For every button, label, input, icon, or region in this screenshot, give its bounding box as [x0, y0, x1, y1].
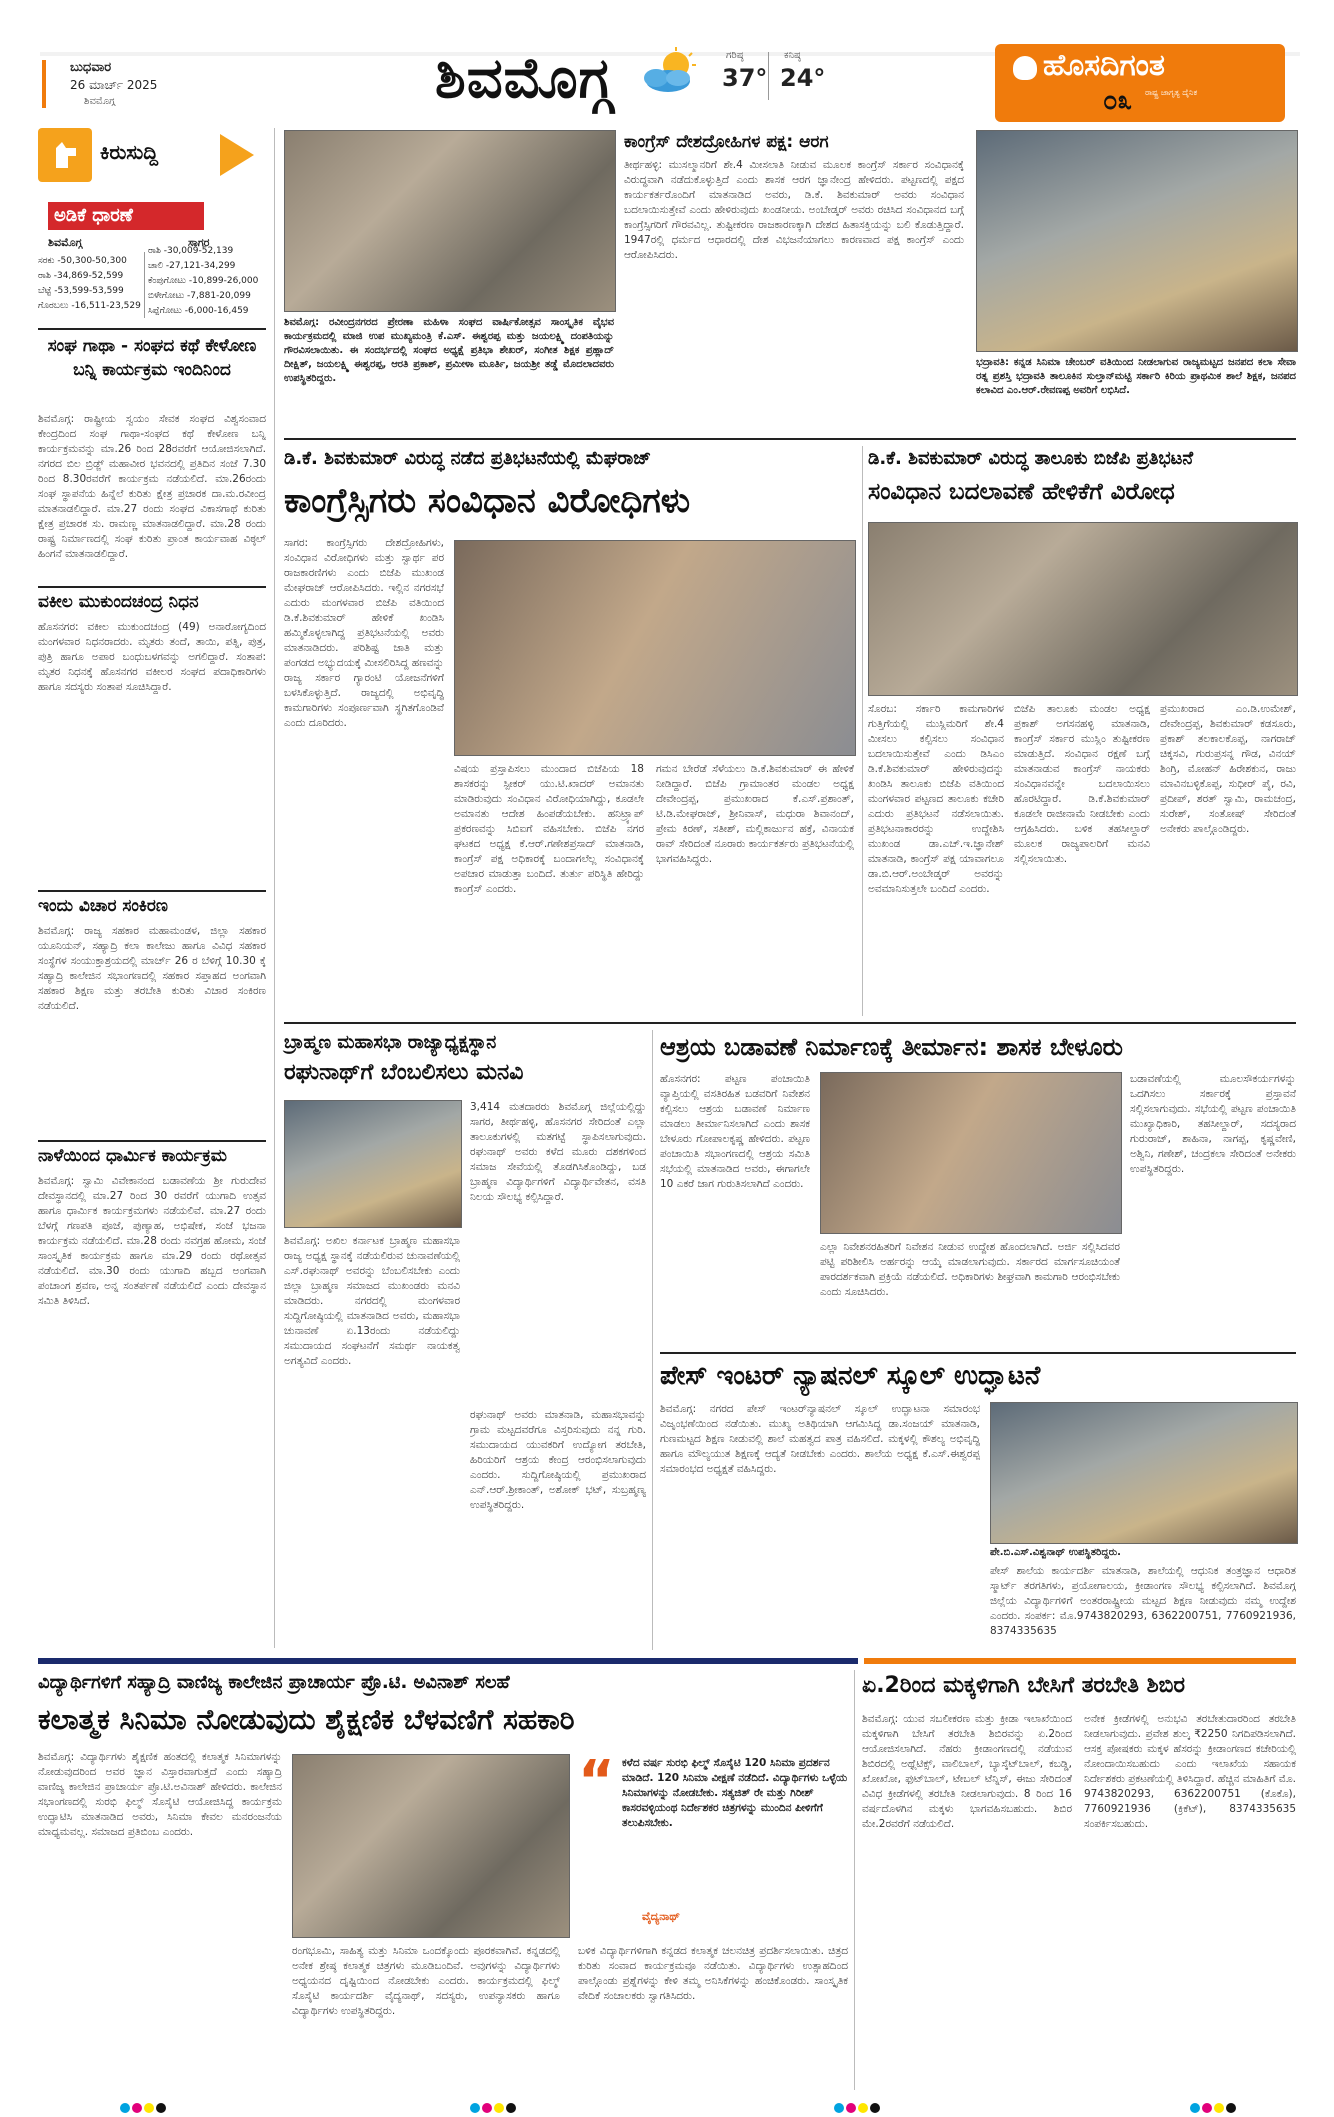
- cmyk-dots: [120, 2098, 168, 2117]
- quote-author: ವೈದ್ಯನಾಥ್: [642, 1910, 680, 1923]
- sidebar-rule: [38, 890, 266, 892]
- date-label: 26 ಮಾರ್ಚ್ 2025: [70, 78, 158, 92]
- sorab-protest-photo: [868, 522, 1298, 696]
- paper-logo: [995, 44, 1285, 122]
- pace-body-col-2: ಪೇಸ್ ಶಾಲೆಯ ಕಾರ್ಯದರ್ಶಿ ಮಾತನಾಡಿ, ಶಾಲೆಯಲ್ಲಿ ಆಧುನಿಕ ತಂತ್ರಜ್ಞಾನ ಆಧಾರಿತ ಸ್ಮಾರ್ಟ್ ತರಗತಿಗಳು, ಪ್ರಯೋಗಾಲಯ, ಕ್ರೀಡಾಂಗಣ ಸೌಲಭ್ಯ ಕಲ್ಪಿಸಲಾಗಿದೆ. ಶಿವಮೊಗ್ಗ ಜಿಲ್ಲೆಯ ವಿದ್ಯಾರ್ಥಿಗಳಿಗೆ ಅಂತರರಾಷ್ಟ್ರೀಯ ಮಟ್ಟದ ಶಿಕ್ಷಣ ನೀಡುವುದು ನಮ್ಮ ಉದ್ದೇಶ ಎಂದರು. ಸಂಪರ್ಕ: ಮೊ.9743820293, 6362200751, 7760921936, 8374335635: [990, 1565, 1296, 1637]
- summer-camp-story: [862, 1670, 1296, 2090]
- sidebar-rule: [38, 586, 266, 588]
- press-meet-photo: [284, 1100, 462, 1228]
- temperature-block: [712, 50, 832, 106]
- story-title: ಇಂದು ವಿಚಾರ ಸಂಕಿರಣ: [38, 896, 168, 916]
- kiru-label: ಕಿರುಸುದ್ದಿ: [100, 140, 159, 164]
- column-divider: [274, 128, 275, 1648]
- brahmana-headline-2: ರಘುನಾಥ್‌ಗೆ ಬೆಂಬಲಿಸಲು ಮನವಿ: [284, 1060, 524, 1085]
- award-photo: [976, 130, 1298, 352]
- story-body: ಶಿವಮೊಗ್ಗ: ರಾಜ್ಯ ಸಹಕಾರ ಮಹಾಮಂಡಳ, ಜಿಲ್ಲಾ ಸಹಕಾರ ಯೂನಿಯನ್, ಸಹ್ಯಾದ್ರಿ ಕಲಾ ಕಾಲೇಜು ಹಾಗೂ ವಿವಿಧ ಸಹಕಾರ ಸಂಸ್ಥೆಗಳ ಸಂಯುಕ್ತಾಶ್ರಯದಲ್ಲಿ ಮಾರ್ಚ್ 26 ರ ಬೆಳಿಗ್ಗೆ 10.30 ಕ್ಕೆ ಸಹ್ಯಾದ್ರಿ ಕಾಲೇಜಿನ ಸಭಾಂಗಣದಲ್ಲಿ ಸಹಕಾರ ಸಪ್ತಾಹದ ಅಂಗವಾಗಿ ಸಹಕಾರ ಶಿಕ್ಷಣ ಮತ್ತು ತರಬೇತಿ ಕುರಿತು ವಿಚಾರ ಸಂಕಿರಣ ನಡೆಯಲಿದೆ.: [38, 925, 266, 1012]
- lead-story: [284, 446, 858, 1016]
- ashraya-body-col-1: ಹೊಸನಗರ: ಪಟ್ಟಣ ಪಂಚಾಯಿತಿ ವ್ಯಾಪ್ತಿಯಲ್ಲಿ ವಸತಿರಹಿತ ಬಡವರಿಗೆ ನಿವೇಶನ ಕಲ್ಪಿಸಲು ಆಶ್ರಯ ಬಡಾವಣೆ ನಿರ್ಮಾಣ ಮಾಡಲು ತೀರ್ಮಾನಿಸಲಾಗಿದೆ ಎಂದು ಶಾಸಕ ಬೇಳೂರು ಗೋಪಾಲಕೃಷ್ಣ ಹೇಳಿದರು. ಪಟ್ಟಣ ಪಂಚಾಯಿತಿ ಸಭಾಂಗಣದಲ್ಲಿ ಆಶ್ರಯ ಸಮಿತಿ ಸಭೆಯಲ್ಲಿ ಮಾತನಾಡಿದ ಅವರು, ಈಗಾಗಲೇ 10 ಎಕರೆ ಜಾಗ ಗುರುತಿಸಲಾಗಿದೆ ಎಂದರು.: [660, 1073, 810, 1190]
- lead-body-col-3: ಗಮನ ಬೇರೆಡೆ ಸೆಳೆಯಲು ಡಿ.ಕೆ.ಶಿವಕುಮಾರ್ ಈ ಹೇಳಿಕೆ ನೀಡಿದ್ದಾರೆ. ಬಿಜೆಪಿ ಗ್ರಾಮಾಂತರ ಮಂಡಲ ಅಧ್ಯಕ್ಷ ದೇವೇಂದ್ರಪ್ಪ, ಪ್ರಮುಖರಾದ ಕೆ.ಎಸ್.ಪ್ರಶಾಂತ್, ಟಿ.ಡಿ.ಮೇಘರಾಜ್, ಶ್ರೀನಿವಾಸ್, ಮಧುರಾ ಶಿವಾನಂದ್, ಪ್ರೇಮ ಕಿರಣ್, ಸತೀಶ್, ಮಲ್ಲಿಕಾರ್ಜುನ ಹಕ್ರೆ, ವಿನಾಯಕ ರಾವ್ ಸೇರಿದಂತೆ ನೂರಾರು ಕಾರ್ಯಕರ್ತರು ಪ್ರತಿಭಟನೆಯಲ್ಲಿ ಭಾಗವಹಿಸಿದ್ದರು.: [656, 763, 854, 865]
- photo-story-3: [976, 130, 1296, 430]
- price-list-right: ರಾಶಿ -30,009-52,139 ಚಾಲಿ -27,121-34,299 ಕೆಂಪುಗೋಟು -10,899-26,000 ಬಿಳೇಗೋಟು -7,881-20,099 ಸಿಪ್ಪೆಗೋಟು -6,000-16,459: [148, 246, 259, 316]
- lead-body-col-2: ವಿಷಯ ಪ್ರಸ್ತಾಪಿಸಲು ಮುಂದಾದ ಬಿಜೆಪಿಯ 18 ಶಾಸಕರನ್ನು ಸ್ಪೀಕರ್ ಯು.ಟಿ.ಖಾದರ್ ಅಮಾನತು ಮಾಡಿರುವುದು ಸಂವಿಧಾನ ವಿರೋಧಿಯಾಗಿದ್ದು, ಕೂಡಲೇ ಅಮಾನತು ಆದೇಶ ಹಿಂಪಡೆಯಬೇಕು. ಹನಿಟ್ರ್ಯಾಪ್ ಪ್ರಕರಣವನ್ನು ಸಿಬಿಐಗೆ ವಹಿಸಬೇಕು. ಬಿಜೆಪಿ ನಗರ ಘಟಕದ ಅಧ್ಯಕ್ಷ ಕೆ.ಆರ್.ಗಣೇಶಪ್ರಸಾದ್ ಮಾತನಾಡಿ, ಕಾಂಗ್ರೆಸ್ ಪಕ್ಷ ಅಧಿಕಾರಕ್ಕೆ ಬಂದಾಗಲೆಲ್ಲ ಸಂವಿಧಾನಕ್ಕೆ ಅಪಚಾರ ಮಾಡುತ್ತಾ ಬಂದಿದೆ. ತುರ್ತು ಪರಿಸ್ಥಿತಿ ಹೇರಿದ್ದು ಕಾಂಗ್ರೆಸ್ ಎಂದರು.: [454, 763, 644, 895]
- weather-icon: [636, 45, 706, 97]
- film-body-col-3: ಬಳಿಕ ವಿದ್ಯಾರ್ಥಿಗಳಿಗಾಗಿ ಕನ್ನಡದ ಕಲಾತ್ಮಕ ಚಲನಚಿತ್ರ ಪ್ರದರ್ಶಿಸಲಾಯಿತು. ಚಿತ್ರದ ಕುರಿತು ಸಂವಾದ ಕಾರ್ಯಕ್ರಮವೂ ನಡೆಯಿತು. ವಿದ್ಯಾರ್ಥಿಗಳು ಉತ್ಸಾಹದಿಂದ ಪಾಲ್ಗೊಂಡು ಪ್ರಶ್ನೆಗಳನ್ನು ಕೇಳಿ ತಮ್ಮ ಅನಿಸಿಕೆಗಳನ್ನು ಹಂಚಿಕೊಂಡರು. ಸಾಂಸ್ಕೃತಿಕ ವೇದಿಕೆ ಸಂಚಾಲಕರು ಸ್ವಾಗತಿಸಿದರು.: [578, 1945, 848, 2002]
- photo-caption: ಭದ್ರಾವತಿ: ಕನ್ನಡ ಸಿನಿಮಾ ಚೇಂಬರ್ ವತಿಯಿಂದ ನೀಡಲಾಗುವ ರಾಜ್ಯಮಟ್ಟದ ಜನಪದ ಕಲಾ ಸೇವಾ ರತ್ನ ಪ್ರಶಸ್ತಿ ಭದ್ರಾವತಿ ತಾಲೂಕಿನ ಸುಲ್ತಾನ್‌ಮಟ್ಟಿ ಸರ್ಕಾರಿ ಕಿರಿಯ ಪ್ರಾಥಮಿಕ ಶಾಲೆ ಶಿಕ್ಷಕ, ಜನಪದ ಕಲಾವಿದ ಎಂ.ಆರ್.ರೇವಣಪ್ಪ ಅವರಿಗೆ ಲಭಿಸಿದೆ.: [976, 357, 1296, 396]
- sidebar-rule: [38, 328, 266, 330]
- day-label: ಬುಧವಾರ: [70, 60, 112, 75]
- date-accent-bar: [42, 60, 46, 108]
- masthead: [0, 0, 1334, 125]
- pace-headline: ಪೇಸ್ ಇಂಟರ್ ನ್ಯಾಷನಲ್ ಸ್ಕೂಲ್ ಉದ್ಘಾಟನೆ: [660, 1361, 1041, 1391]
- max-temp-label: ಗರಿಷ್ಠ: [726, 50, 744, 61]
- brahmana-body-col-2: 3,414 ಮತದಾರರು ಶಿವಮೊಗ್ಗ ಜಿಲ್ಲೆಯಲ್ಲಿದ್ದು ಸಾಗರ, ತೀರ್ಥಹಳ್ಳಿ, ಹೊಸನಗರ ಸೇರಿದಂತೆ ಎಲ್ಲಾ ತಾಲೂಕುಗಳಲ್ಲಿ ಮತಗಟ್ಟೆ ಸ್ಥಾಪಿಸಲಾಗುವುದು. ರಘುನಾಥ್ ಅವರು ಕಳೆದ ಮೂರು ದಶಕಗಳಿಂದ ಸಮಾಜ ಸೇವೆಯಲ್ಲಿ ತೊಡಗಿಸಿಕೊಂಡಿದ್ದು, ಬಡ ಬ್ರಾಹ್ಮಣ ವಿದ್ಯಾರ್ಥಿಗಳಿಗೆ ವಿದ್ಯಾರ್ಥಿವೇತನ, ವಸತಿ ನಿಲಯ ಸೌಲಭ್ಯ ಕಲ್ಪಿಸಿದ್ದಾರೆ.: [470, 1101, 646, 1203]
- pace-body-col-1: ಶಿವಮೊಗ್ಗ: ನಗರದ ಪೇಸ್ ಇಂಟರ್‌ನ್ಯಾಷನಲ್ ಸ್ಕೂಲ್ ಉದ್ಘಾಟನಾ ಸಮಾರಂಭ ವಿಜೃಂಭಣೆಯಿಂದ ನಡೆಯಿತು. ಮುಖ್ಯ ಅತಿಥಿಯಾಗಿ ಆಗಮಿಸಿದ್ದ ಡಾ.ಸಂಜಯ್ ಮಾತನಾಡಿ, ಗುಣಮಟ್ಟದ ಶಿಕ್ಷಣ ನೀಡುವಲ್ಲಿ ಶಾಲೆ ಮಹತ್ವದ ಪಾತ್ರ ವಹಿಸಲಿದೆ. ಮಕ್ಕಳಲ್ಲಿ ಕೌಶಲ್ಯ ಅಭಿವೃದ್ಧಿ ಹಾಗೂ ಮೌಲ್ಯಯುತ ಶಿಕ್ಷಣಕ್ಕೆ ಆದ್ಯತೆ ನೀಡಬೇಕು ಎಂದರು. ಶಾಲೆಯ ಅಧ್ಯಕ್ಷ ಕೆ.ಎಸ್.ಈಶ್ವರಪ್ಪ ಸಮಾರಂಭದ ಅಧ್ಯಕ್ಷತೆ ವಹಿಸಿದ್ದರು.: [660, 1403, 980, 1475]
- ashraya-body-col-3: ಬಡಾವಣೆಯಲ್ಲಿ ಮೂಲಸೌಕರ್ಯಗಳನ್ನು ಒದಗಿಸಲು ಸರ್ಕಾರಕ್ಕೆ ಪ್ರಸ್ತಾವನೆ ಸಲ್ಲಿಸಲಾಗುವುದು. ಸಭೆಯಲ್ಲಿ ಪಟ್ಟಣ ಪಂಚಾಯಿತಿ ಮುಖ್ಯಾಧಿಕಾರಿ, ತಹಸೀಲ್ದಾರ್, ಸದಸ್ಯರಾದ ಗುರುರಾಜ್, ಶಾಹಿನಾ, ನಾಗಪ್ಪ, ಕೃಷ್ಣವೇಣಿ, ಅಶ್ವಿನಿ, ಗಣೇಶ್, ಚಂದ್ರಕಲಾ ಸೇರಿದಂತೆ ಅನೇಕರು ಉಪಸ್ಥಿತರಿದ್ದರು.: [1130, 1073, 1296, 1175]
- film-body-col-1: ಶಿವಮೊಗ್ಗ: ವಿದ್ಯಾರ್ಥಿಗಳು ಶೈಕ್ಷಣಿಕ ಹಂತದಲ್ಲಿ ಕಲಾತ್ಮಕ ಸಿನಿಮಾಗಳನ್ನು ನೋಡುವುದರಿಂದ ಅವರ ಜ್ಞಾನ ವಿಸ್ತಾರವಾಗುತ್ತದೆ ಎಂದು ಸಹ್ಯಾದ್ರಿ ವಾಣಿಜ್ಯ ಕಾಲೇಜಿನ ಪ್ರಾಚಾರ್ಯ ಪ್ರೊ.ಟಿ.ಅವಿನಾಶ್ ಹೇಳಿದರು. ಕಾಲೇಜಿನ ಸಭಾಂಗಣದಲ್ಲಿ ಸುರಭಿ ಫಿಲ್ಮ್ ಸೊಸೈಟಿ ಆಯೋಜಿಸಿದ್ದ ಕಾರ್ಯಕ್ರಮ ಉದ್ಘಾಟಿಸಿ ಮಾತನಾಡಿದ ಅವರು, ಸಿನಿಮಾ ಕೇವಲ ಮನರಂಜನೆಯ ಮಾಧ್ಯಮವಲ್ಲ. ಸಮಾಜದ ಪ್ರತಿಬಿಂಬ ಎಂದರು.: [38, 1751, 282, 1838]
- pace-photo-caption: ಪೇ.ಬಿ.ಎಸ್.ವಿಶ್ವನಾಥ್ ಉಪಸ್ಥಿತರಿದ್ದರು.: [990, 1547, 1121, 1558]
- film-headline: ಕಲಾತ್ಮಕ ಸಿನಿಮಾ ನೋಡುವುದು ಶೈಕ್ಷಣಿಕ ಬೆಳವಣಿಗೆ ಸಹಕಾರಿ: [38, 1703, 575, 1736]
- lead-body-col-1: ಸಾಗರ: ಕಾಂಗ್ರೆಸ್ಸಿಗರು ದೇಶದ್ರೋಹಿಗಳು, ಸಂವಿಧಾನ ವಿರೋಧಿಗಳು ಮತ್ತು ಸ್ವಾರ್ಥ ಪರ ರಾಜಕಾರಣಿಗಳು ಎಂದು ಬಿಜೆಪಿ ಮುಖಂಡ ಮೇಘರಾಜ್ ಆರೋಪಿಸಿದರು. ಇಲ್ಲಿನ ನಗರಸಭೆ ಎದುರು ಮಂಗಳವಾರ ಬಿಜೆಪಿ ವತಿಯಿಂದ ಡಿ.ಕೆ.ಶಿವಕುಮಾರ್ ಹೇಳಿಕೆ ಖಂಡಿಸಿ ಹಮ್ಮಿಕೊಳ್ಳಲಾಗಿದ್ದ ಪ್ರತಿಭಟನೆಯಲ್ಲಿ ಅವರು ಮಾತನಾಡಿದರು. ಪರಿಶಿಷ್ಟ ಜಾತಿ ಮತ್ತು ಪಂಗಡದ ಅಭ್ಯುದಯಕ್ಕೆ ಮೀಸಲಿರಿಸಿದ್ದ ಹಣವನ್ನು ರಾಜ್ಯ ಸರ್ಕಾರ ಗ್ಯಾರಂಟಿ ಯೋಜನೆಗಳಿಗೆ ಬಳಸಿಕೊಳ್ಳುತ್ತಿದೆ. ರಾಜ್ಯದಲ್ಲಿ ಅಭಿವೃದ್ಧಿ ಕಾಮಗಾರಿಗಳು ಸಂಪೂರ್ಣವಾಗಿ ಸ್ಥಗಿತಗೊಂಡಿವೆ ಎಂದು ದೂರಿದರು.: [284, 537, 444, 729]
- quote-text: ಕಳೆದ ವರ್ಷ ಸುರಭಿ ಫಿಲ್ಮ್ ಸೊಸೈಟಿ 120 ಸಿನಿಮಾ ಪ್ರದರ್ಶನ ಮಾಡಿದೆ. 120 ಸಿನಿಮಾ ವೀಕ್ಷಣೆ ನಡೆದಿದೆ. ವಿದ್ಯಾರ್ಥಿಗಳು ಒಳ್ಳೆಯ ಸಿನಿಮಾಗಳನ್ನು ನೋಡಬೇಕು. ಸತ್ಯಜಿತ್ ರೇ ಮತ್ತು ಗಿರೀಶ್ ಕಾಸರವಳ್ಳಿಯಂಥ ನಿರ್ದೇಶಕರ ಚಿತ್ರಗಳನ್ನು ಮುಂದಿನ ಪೀಳಿಗೆಗೆ ತಲುಪಿಸಬೇಕು.: [622, 1757, 848, 1829]
- story-body: ಶಿವಮೊಗ್ಗ: ರಾಷ್ಟ್ರೀಯ ಸ್ವಯಂ ಸೇವಕ ಸಂಘದ ವಿಶ್ವಸಂವಾದ ಕೇಂದ್ರದಿಂದ ಸಂಘ ಗಾಥಾ-ಸಂಘದ ಕಥೆ ಕೇಳೋಣ ಬನ್ನಿ ಕಾರ್ಯಕ್ರಮವನ್ನು ಮಾ.26 ರಿಂದ 28ರವರೆಗೆ ಆಯೋಜಿಸಲಾಗಿದೆ. ನಗರದ ಬಿಲ ಬ್ರಿಡ್ಜ್ ಮಹಾವೀರ ಭವನದಲ್ಲಿ ಪ್ರತಿದಿನ ಸಂಜೆ 7.30 ರಿಂದ 8.30ರವರೆಗೆ ಕಾರ್ಯಕ್ರಮ ನಡೆಯಲಿದೆ. ಮಾ.26ರಂದು ಸಂಘ ಸ್ಥಾಪನೆಯ ಹಿನ್ನೆಲೆ ಕುರಿತು ಕ್ಷೇತ್ರ ಪ್ರಚಾರಕ ದಾ.ಮ.ರವೀಂದ್ರ ಮಾತನಾಡಲಿದ್ದಾರೆ. ಮಾ.27 ರಂದು ಸಂಘದ ವಿಕಾಸಗಾಥೆ ಕುರಿತು ಕ್ಷೇತ್ರ ಪ್ರಚಾರಕ ಸು. ರಾಮಣ್ಣ ಮಾತನಾಡಲಿದ್ದಾರೆ. ಮಾ.28 ರಂದು ರಾಷ್ಟ್ರ ನಿರ್ಮಾಣದಲ್ಲಿ ಸಂಘ ಕುರಿತು ಪ್ರಾಂತ ಕಾರ್ಯವಾಹ ವಿಠ್ಠಲ್ ಹಿಂಗನೆ ಮಾತನಾಡಲಿದ್ದಾರೆ.: [38, 413, 266, 560]
- cmyk-dots: [470, 2098, 518, 2117]
- film-kicker: ವಿದ್ಯಾರ್ಥಿಗಳಿಗೆ ಸಹ್ಯಾದ್ರಿ ವಾಣಿಜ್ಯ ಕಾಲೇಜಿನ ಪ್ರಾಚಾರ್ಯ ಪ್ರೊ.ಟಿ. ಅವಿನಾಶ್ ಸಲಹೆ: [38, 1672, 510, 1693]
- sidebar-rule: [38, 1140, 266, 1142]
- cmyk-dots: [834, 2098, 882, 2117]
- lead-headline: ಕಾಂಗ್ರೆಸ್ಸಿಗರು ಸಂವಿಧಾನ ವಿರೋಧಿಗಳು: [284, 481, 691, 521]
- market-2-label: ಸಾಗರ: [188, 236, 210, 249]
- areca-title: ಅಡಿಕೆ ಧಾರಣೆ: [48, 202, 204, 230]
- paper-name: ಹೊಸದಿಗಂತ: [1043, 48, 1165, 83]
- cmyk-dots: [1190, 2098, 1238, 2117]
- lead2-body-col-2: ಬಿಜೆಪಿ ತಾಲೂಕು ಮಂಡಲ ಅಧ್ಯಕ್ಷ ಪ್ರಕಾಶ್ ಅಗಸನಹಳ್ಳಿ ಮಾತನಾಡಿ, ಕಾಂಗ್ರೆಸ್ ಸರ್ಕಾರ ಮುಸ್ಲಿಂ ತುಷ್ಟೀಕರಣ ಮಾಡುತ್ತಿದೆ. ಸಂವಿಧಾನ ರಕ್ಷಣೆ ಬಗ್ಗೆ ಮಾತನಾಡುವ ಕಾಂಗ್ರೆಸ್ ನಾಯಕರು ಸಂವಿಧಾನವನ್ನೇ ಬದಲಾಯಿಸಲು ಹೊರಟಿದ್ದಾರೆ. ಡಿ.ಕೆ.ಶಿವಕುಮಾರ್ ಕೂಡಲೇ ರಾಜೀನಾಮೆ ನೀಡಬೇಕು ಎಂದು ಆಗ್ರಹಿಸಿದರು. ಬಳಿಕ ತಹಸೀಲ್ದಾರ್ ಮೂಲಕ ರಾಜ್ಯಪಾಲರಿಗೆ ಮನವಿ ಸಲ್ಲಿಸಲಾಯಿತು.: [1014, 703, 1150, 865]
- school-inauguration-photo: [990, 1402, 1298, 1544]
- min-temp-label: ಕನಿಷ್ಠ: [784, 50, 801, 61]
- price-divider: [144, 252, 145, 318]
- photo-caption: ಶಿವಮೊಗ್ಗ: ರವೀಂದ್ರನಗರದ ಪ್ರೇರಣಾ ಮಹಿಳಾ ಸಂಘದ ವಾರ್ಷಿಕೋತ್ಸವ ಸಾಂಸ್ಕೃತಿಕ ವೈಭವ ಕಾರ್ಯಕ್ರಮದಲ್ಲಿ ಮಾಜಿ ಉಪ ಮುಖ್ಯಮಂತ್ರಿ ಕೆ.ಎಸ್. ಈಶ್ವರಪ್ಪ ಮತ್ತು ಜಯಲಕ್ಷ್ಮಿ ದಂಪತಿಯನ್ನು ಗೌರವಿಸಲಾಯಿತು. ಈ ಸಂದರ್ಭದಲ್ಲಿ ಸಂಘದ ಅಧ್ಯಕ್ಷೆ ಪ್ರತಿಭಾ ಶೇಖರ್, ಸಂಗೀತ ಶಿಕ್ಷಕ ಪ್ರಹ್ಲಾದ್ ದೀಕ್ಷಿತ್, ಜಯಲಕ್ಷ್ಮಿ ಈಶ್ವರಪ್ಪ, ಆರತಿ ಪ್ರಕಾಶ್, ಪ್ರಮೀಳಾ ಮೂರ್ತಿ, ಜಯಶ್ರೀ ತಡ್ಡೆ ಮೊದಲಾದವರು ಉಪಸ್ಥಿತರಿದ್ದರು.: [284, 317, 614, 384]
- camp-headline: ಏ.2ರಿಂದ ಮಕ್ಕಳಿಗಾಗಿ ಬೇಸಿಗೆ ತರಬೇತಿ ಶಿಬಿರ: [862, 1673, 1186, 1698]
- camp-body-col-1: ಶಿವಮೊಗ್ಗ: ಯುವ ಸಬಲೀಕರಣ ಮತ್ತು ಕ್ರೀಡಾ ಇಲಾಖೆಯಿಂದ ಮಕ್ಕಳಿಗಾಗಿ ಬೇಸಿಗೆ ತರಬೇತಿ ಶಿಬಿರವನ್ನು ಏ.2ರಿಂದ ಆಯೋಜಿಸಲಾಗಿದೆ. ನೆಹರು ಕ್ರೀಡಾಂಗಣದಲ್ಲಿ ನಡೆಯುವ ಶಿಬಿರದಲ್ಲಿ ಅಥ್ಲೆಟಿಕ್ಸ್, ವಾಲಿಬಾಲ್, ಬ್ಯಾಸ್ಕೆಟ್‌ಬಾಲ್, ಕಬಡ್ಡಿ, ಖೋಖೋ, ಫುಟ್‌ಬಾಲ್, ಟೇಬಲ್ ಟೆನ್ನಿಸ್, ಈಜು ಸೇರಿದಂತೆ ವಿವಿಧ ಕ್ರೀಡೆಗಳಲ್ಲಿ ತರಬೇತಿ ನೀಡಲಾಗುವುದು. 8 ರಿಂದ 16 ವರ್ಷದೊಳಗಿನ ಮಕ್ಕಳು ಭಾಗವಹಿಸಬಹುದು. ಶಿಬಿರ ಮೇ.2ರವರೆಗೆ ನಡೆಯಲಿದೆ.: [862, 1713, 1072, 1830]
- kiru-arrow: [220, 134, 254, 176]
- story-body: ತೀರ್ಥಹಳ್ಳಿ: ಮುಸಲ್ಮಾನರಿಗೆ ಶೇ.4 ಮೀಸಲಾತಿ ನೀಡುವ ಮೂಲಕ ಕಾಂಗ್ರೆಸ್ ಸರ್ಕಾರ ಸಂವಿಧಾನಕ್ಕೆ ವಿರುದ್ಧವಾಗಿ ನಡೆದುಕೊಳ್ಳುತ್ತಿದೆ ಎಂದು ಶಾಸಕ ಆರಗ ಜ್ಞಾನೇಂದ್ರ ಹೇಳಿದರು. ಪಟ್ಟಣದಲ್ಲಿ ಪಕ್ಷದ ಕಾರ್ಯಕರ್ತರೊಂದಿಗೆ ಮಾತನಾಡಿದ ಅವರು, ಡಿ.ಕೆ. ಶಿವಕುಮಾರ್ ಅವರು ಸಂವಿಧಾನ ಬದಲಾಯಿಸುತ್ತೇವೆ ಎಂದು ಹೇಳಿರುವುದು ಖಂಡನೀಯ. ಅಂಬೇಡ್ಕರ್ ಅವರು ರಚಿಸಿದ ಸಂವಿಧಾನದ ಬಗ್ಗೆ ಕಾಂಗ್ರೆಸ್ಸಿಗರಿಗೆ ಗೌರವವಿಲ್ಲ. ತುಷ್ಟೀಕರಣ ರಾಜಕಾರಣಕ್ಕಾಗಿ ದೇಶದ ಹಿತಾಸಕ್ತಿಯನ್ನು ಬಲಿ ಕೊಡುತ್ತಿದ್ದಾರೆ. 1947ರಲ್ಲಿ ಧರ್ಮದ ಆಧಾರದಲ್ಲಿ ದೇಶ ವಿಭಜನೆಯಾಗಲು ಕಾರಣವಾದ ಪಕ್ಷ ಕಾಂಗ್ರೆಸ್ ಎಂದು ಆರೋಪಿಸಿದರು.: [624, 159, 964, 261]
- temp-divider: [768, 52, 769, 100]
- lead-kicker: ಡಿ.ಕೆ. ಶಿವಕುಮಾರ್ ವಿರುದ್ಧ ನಡೆದ ಪ್ರತಿಭಟನೆಯಲ್ಲಿ ಮೆಘರಾಜ್: [284, 448, 652, 469]
- max-temp-value: 37°: [722, 64, 768, 92]
- brahmana-body-col-1: ಶಿವಮೊಗ್ಗ: ಅಖಿಲ ಕರ್ನಾಟಕ ಬ್ರಾಹ್ಮಣ ಮಹಾಸಭಾ ರಾಜ್ಯ ಅಧ್ಯಕ್ಷ ಸ್ಥಾನಕ್ಕೆ ನಡೆಯಲಿರುವ ಚುನಾವಣೆಯಲ್ಲಿ ಎಸ್.ರಘುನಾಥ್ ಅವರನ್ನು ಬೆಂಬಲಿಸಬೇಕು ಎಂದು ಜಿಲ್ಲಾ ಬ್ರಾಹ್ಮಣ ಸಮಾಜದ ಮುಖಂಡರು ಮನವಿ ಮಾಡಿದರು. ನಗರದಲ್ಲಿ ಮಂಗಳವಾರ ಸುದ್ದಿಗೋಷ್ಠಿಯಲ್ಲಿ ಮಾತನಾಡಿದ ಅವರು, ಮಹಾಸಭಾ ಚುನಾವಣೆ ಏ.13ರಂದು ನಡೆಯಲಿದ್ದು ಸಮುದಾಯದ ಸಂಘಟನೆಗೆ ಸಮರ್ಥ ನಾಯಕತ್ವ ಅಗತ್ಯವಿದೆ ಎಂದರು.: [284, 1235, 460, 1367]
- min-temp-value: 24°: [780, 64, 826, 92]
- section-color-bar: [38, 1658, 1296, 1664]
- story-aragaa: [624, 130, 964, 430]
- city-label: ಶಿವಮೊಗ್ಗ: [84, 96, 116, 107]
- bar-blue: [38, 1658, 858, 1664]
- left-sidebar: [38, 128, 266, 1648]
- brahmana-body-col-3: ರಘುನಾಥ್ ಅವರು ಮಾತನಾಡಿ, ಮಹಾಸಭಾವನ್ನು ಗ್ರಾಮ ಮಟ್ಟದವರೆಗೂ ವಿಸ್ತರಿಸುವುದು ನನ್ನ ಗುರಿ. ಸಮುದಾಯದ ಯುವಕರಿಗೆ ಉದ್ಯೋಗ ತರಬೇತಿ, ಹಿರಿಯರಿಗೆ ಆಶ್ರಯ ಕೇಂದ್ರ ಆರಂಭಿಸಲಾಗುವುದು ಎಂದರು. ಸುದ್ದಿಗೋಷ್ಠಿಯಲ್ಲಿ ಪ್ರಮುಖರಾದ ಎನ್.ಆರ್.ಶ್ರೀಕಾಂತ್, ಅಶೋಕ್ ಭಟ್, ಸುಬ್ರಹ್ಮಣ್ಯ ಉಪಸ್ಥಿತರಿದ್ದರು.: [470, 1409, 646, 1511]
- lead2-body-col-1: ಸೊರಬ: ಸರ್ಕಾರಿ ಕಾಮಗಾರಿಗಳ ಗುತ್ತಿಗೆಯಲ್ಲಿ ಮುಸ್ಲಿಮರಿಗೆ ಶೇ.4 ಮೀಸಲು ಕಲ್ಪಿಸಲು ಸಂವಿಧಾನ ಬದಲಾಯಿಸುತ್ತೇವೆ ಎಂದು ಡಿಸಿಎಂ ಡಿ.ಕೆ.ಶಿವಕುಮಾರ್ ಹೇಳಿರುವುದನ್ನು ಖಂಡಿಸಿ ತಾಲೂಕು ಬಿಜೆಪಿ ವತಿಯಿಂದ ಮಂಗಳವಾರ ಪಟ್ಟಣದ ತಾಲೂಕು ಕಚೇರಿ ಎದುರು ಪ್ರತಿಭಟನೆ ನಡೆಸಲಾಯಿತು. ಪ್ರತಿಭಟನಾಕಾರರನ್ನು ಉದ್ದೇಶಿಸಿ ಮುಖಂಡ ಡಾ.ಎಚ್.ಇ.ಜ್ಞಾನೇಶ್ ಮಾತನಾಡಿ, ಕಾಂಗ್ರೆಸ್ ಪಕ್ಷ ಯಾವಾಗಲೂ ಡಾ.ಬಿ.ಆರ್.ಅಂಬೇಡ್ಕರ್ ಅವರನ್ನು ಅವಮಾನಿಸುತ್ತಲೇ ಬಂದಿದೆ ಎಂದರು.: [868, 703, 1004, 895]
- brahmana-story: [284, 1030, 646, 1650]
- price-list-left: ಸರಕು -50,300-50,300 ರಾಶಿ -34,869-52,599 ಬೆಟ್ಟೆ -53,599-53,599 ಗೊರಬಲು -16,511-23,529: [38, 256, 141, 311]
- section-rule: [284, 1022, 1296, 1024]
- column-divider: [862, 446, 863, 1016]
- meeting-photo: [820, 1072, 1122, 1234]
- page-number: ೦೩: [1103, 86, 1133, 116]
- pace-school-story: [660, 1358, 1296, 1648]
- lead2-headline: ಸಂವಿಧಾನ ಬದಲಾವಣೆ ಹೇಳಿಕೆಗೆ ವಿರೋಧ: [868, 479, 1175, 505]
- page-title: ಶಿವಮೊಗ್ಗ: [435, 46, 614, 111]
- tagline: ರಾಷ್ಟ್ರ ಜಾಗೃತ್ಯ ದೈನಿಕ: [1145, 88, 1198, 97]
- bar-orange: [864, 1658, 1296, 1664]
- brahmana-headline-1: ಬ್ರಾಹ್ಮಣ ಮಹಾಸಭಾ ರಾಜ್ಯಾಧ್ಯಕ್ಷಸ್ಥಾನ: [284, 1032, 497, 1053]
- ashraya-headline: ಆಶ್ರಯ ಬಡಾವಣೆ ನಿರ್ಮಾಣಕ್ಕೆ ತೀರ್ಮಾನ: ಶಾಸಕ ಬೇಳೂರು: [660, 1033, 1123, 1061]
- section-rule: [284, 438, 1296, 440]
- kiru-suddi-badge: [38, 128, 253, 182]
- story-headline: ಕಾಂಗ್ರೆಸ್ ದೇಶದ್ರೋಹಿಗಳ ಪಕ್ಷ: ಆರಗ: [624, 132, 829, 152]
- story-title: ನಾಳೆಯಿಂದ ಧಾರ್ಮಿಕ ಕಾರ್ಯಕ್ರಮ: [38, 1146, 227, 1166]
- lamp-icon: [1013, 56, 1037, 80]
- ashraya-body-col-2: ಎಲ್ಲಾ ನಿವೇಶನರಹಿತರಿಗೆ ನಿವೇಶನ ನೀಡುವ ಉದ್ದೇಶ ಹೊಂದಲಾಗಿದೆ. ಅರ್ಜಿ ಸಲ್ಲಿಸಿದವರ ಪಟ್ಟಿ ಪರಿಶೀಲಿಸಿ ಅರ್ಹರನ್ನು ಆಯ್ಕೆ ಮಾಡಲಾಗುವುದು. ಸರ್ಕಾರದ ಮಾರ್ಗಸೂಚಿಯಂತೆ ಪಾರದರ್ಶಕವಾಗಿ ಪ್ರಕ್ರಿಯೆ ನಡೆಯಲಿದೆ. ಅಧಿಕಾರಿಗಳು ಶೀಘ್ರವಾಗಿ ಕಾಮಗಾರಿ ಆರಂಭಿಸಬೇಕು ಎಂದು ಸೂಚಿಸಿದರು.: [820, 1241, 1120, 1298]
- hand-icon: [38, 128, 92, 182]
- date-block: [42, 60, 222, 110]
- story-body: ಶಿವಮೊಗ್ಗ: ಸ್ವಾಮಿ ವಿವೇಕಾನಂದ ಬಡಾವಣೆಯ ಶ್ರೀ ಗುರುದೇವ ದೇವಸ್ಥಾನದಲ್ಲಿ ಮಾ.27 ರಿಂದ 30 ರವರೆಗೆ ಯುಗಾದಿ ಉತ್ಸವ ಹಾಗೂ ಧಾರ್ಮಿಕ ಕಾರ್ಯಕ್ರಮಗಳು ನಡೆಯಲಿವೆ. ಮಾ.27 ರಂದು ಬೆಳಗ್ಗೆ ಗಣಪತಿ ಪೂಜೆ, ಪುಣ್ಯಾಹ, ಅಭಿಷೇಕ, ಸಂಜೆ ಭಜನಾ ಕಾರ್ಯಕ್ರಮ ನಡೆಯಲಿದೆ. ಮಾ.28 ರಂದು ನವಗ್ರಹ ಹೋಮ, ಸಂಜೆ ಸಾಂಸ್ಕೃತಿಕ ಕಾರ್ಯಕ್ರಮ ಹಾಗೂ ಮಾ.29 ರಂದು ರಥೋತ್ಸವ ನಡೆಯಲಿದೆ. ಮಾ.30 ರಂದು ಯುಗಾದಿ ಹಬ್ಬದ ಅಂಗವಾಗಿ ಪಂಚಾಂಗ ಶ್ರವಣ, ಅನ್ನ ಸಂತರ್ಪಣೆ ನಡೆಯಲಿದೆ ಎಂದು ದೇವಸ್ಥಾನ ಸಮಿತಿ ತಿಳಿಸಿದೆ.: [38, 1175, 266, 1307]
- protest-photo: [454, 540, 856, 756]
- film-event-photo: [292, 1754, 570, 1938]
- column-divider: [854, 1670, 855, 2090]
- lead2-kicker: ಡಿ.ಕೆ. ಶಿವಕುಮಾರ್ ವಿರುದ್ಧ ತಾಲೂಕು ಬಿಜೆಪಿ ಪ್ರತಿಭಟನೆ: [868, 448, 1194, 469]
- story-title: ಸಂಘ ಗಾಥಾ - ಸಂಘದ ಕಥೆ ಕೇಳೋಣ ಬನ್ನಿ ಕಾರ್ಯಕ್ರಮ ಇಂದಿನಿಂದ: [47, 336, 257, 380]
- ashraya-story: [660, 1030, 1296, 1370]
- camp-body-col-2: ಅನೇಕ ಕ್ರೀಡೆಗಳಲ್ಲಿ ಅನುಭವಿ ತರಬೇತುದಾರರಿಂದ ತರಬೇತಿ ನೀಡಲಾಗುವುದು. ಪ್ರವೇಶ ಶುಲ್ಕ ₹2250 ನಿಗದಿಪಡಿಸಲಾಗಿದೆ. ಆಸಕ್ತ ಪೋಷಕರು ಮಕ್ಕಳ ಹೆಸರನ್ನು ಕ್ರೀಡಾಂಗಣದ ಕಚೇರಿಯಲ್ಲಿ ನೋಂದಾಯಿಸಬಹುದು ಎಂದು ಇಲಾಖೆಯ ಸಹಾಯಕ ನಿರ್ದೇಶಕರು ಪ್ರಕಟಣೆಯಲ್ಲಿ ತಿಳಿಸಿದ್ದಾರೆ. ಹೆಚ್ಚಿನ ಮಾಹಿತಿಗೆ ಮೊ. 9743820293, 6362200751 (ಕೊಕೊ), 7760921936 (ಕ್ರಿಕೆಟ್), 8374335635 ಸಂಪರ್ಕಿಸಬಹುದು.: [1084, 1713, 1296, 1830]
- quote-icon: “: [578, 1749, 615, 1814]
- market-1-label: ಶಿವಮೊಗ್ಗ: [48, 236, 83, 249]
- film-story: [38, 1670, 848, 2090]
- lead-story-2: [868, 446, 1296, 1016]
- event-photo: [284, 130, 616, 312]
- photo-story-1: [284, 130, 614, 430]
- story-title: ವಕೀಲ ಮುಕುಂದಚಂದ್ರ ನಿಧನ: [38, 592, 199, 612]
- column-divider: [652, 1030, 653, 1650]
- registration-marks: [0, 2098, 1334, 2112]
- lead2-body-col-3: ಪ್ರಮುಖರಾದ ಎಂ.ಡಿ.ಉಮೇಶ್, ದೇವೇಂದ್ರಪ್ಪ, ಶಿವಕುಮಾರ್ ಕಡಸೂರು, ಪ್ರಕಾಶ್ ತಲಕಾಲಕೊಪ್ಪ, ನಾಗರಾಜ್ ಚಿಕ್ಕಸವಿ, ಗುರುಪ್ರಸನ್ನ ಗೌಡ, ವಿನಯ್ ಶಿಂಗ್ರಿ, ಮೋಹನ್ ಹಿರೇಶಕುನ, ರಾಜು ಮಾವಿನಬಳ್ಳಿಕೊಪ್ಪ, ಸುಧೀರ್ ಪೈ, ರವಿ, ಪ್ರದೀಪ್, ಶರತ್ ಸ್ವಾಮಿ, ರಾಮಚಂದ್ರ, ಸುರೇಶ್, ಸಂತೋಷ್ ಸೇರಿದಂತೆ ಅನೇಕರು ಪಾಲ್ಗೊಂಡಿದ್ದರು.: [1160, 703, 1296, 835]
- quote-box: [578, 1749, 848, 1936]
- story-body: ಹೊಸನಗರ: ವಕೀಲ ಮುಕುಂದಚಂದ್ರ (49) ಅನಾರೋಗ್ಯದಿಂದ ಮಂಗಳವಾರ ನಿಧನರಾದರು. ಮೃತರು ತಂದೆ, ತಾಯಿ, ಪತ್ನಿ, ಪುತ್ರ, ಪುತ್ರಿ ಹಾಗೂ ಅಪಾರ ಬಂಧುಬಳಗವನ್ನು ಅಗಲಿದ್ದಾರೆ. ಸಂತಾಪ: ಮೃತರ ನಿಧನಕ್ಕೆ ಹೊಸನಗರ ವಕೀಲರ ಸಂಘದ ಪದಾಧಿಕಾರಿಗಳು ಹಾಗೂ ಸದಸ್ಯರು ಸಂತಾಪ ಸೂಚಿಸಿದ್ದಾರೆ.: [38, 621, 266, 693]
- film-body-col-2: ರಂಗಭೂಮಿ, ಸಾಹಿತ್ಯ ಮತ್ತು ಸಿನಿಮಾ ಒಂದಕ್ಕೊಂದು ಪೂರಕವಾಗಿವೆ. ಕನ್ನಡದಲ್ಲಿ ಅನೇಕ ಶ್ರೇಷ್ಠ ಕಲಾತ್ಮಕ ಚಿತ್ರಗಳು ಮೂಡಿಬಂದಿವೆ. ಅವುಗಳನ್ನು ವಿದ್ಯಾರ್ಥಿಗಳು ಅಧ್ಯಯನದ ದೃಷ್ಟಿಯಿಂದ ನೋಡಬೇಕು ಎಂದರು. ಕಾರ್ಯಕ್ರಮದಲ್ಲಿ ಫಿಲ್ಮ್ ಸೊಸೈಟಿ ಕಾರ್ಯದರ್ಶಿ ವೈದ್ಯನಾಥ್, ಸದಸ್ಯರು, ಉಪನ್ಯಾಸಕರು ಹಾಗೂ ವಿದ್ಯಾರ್ಥಿಗಳು ಉಪಸ್ಥಿತರಿದ್ದರು.: [292, 1945, 560, 2017]
- section-rule: [660, 1352, 1296, 1354]
